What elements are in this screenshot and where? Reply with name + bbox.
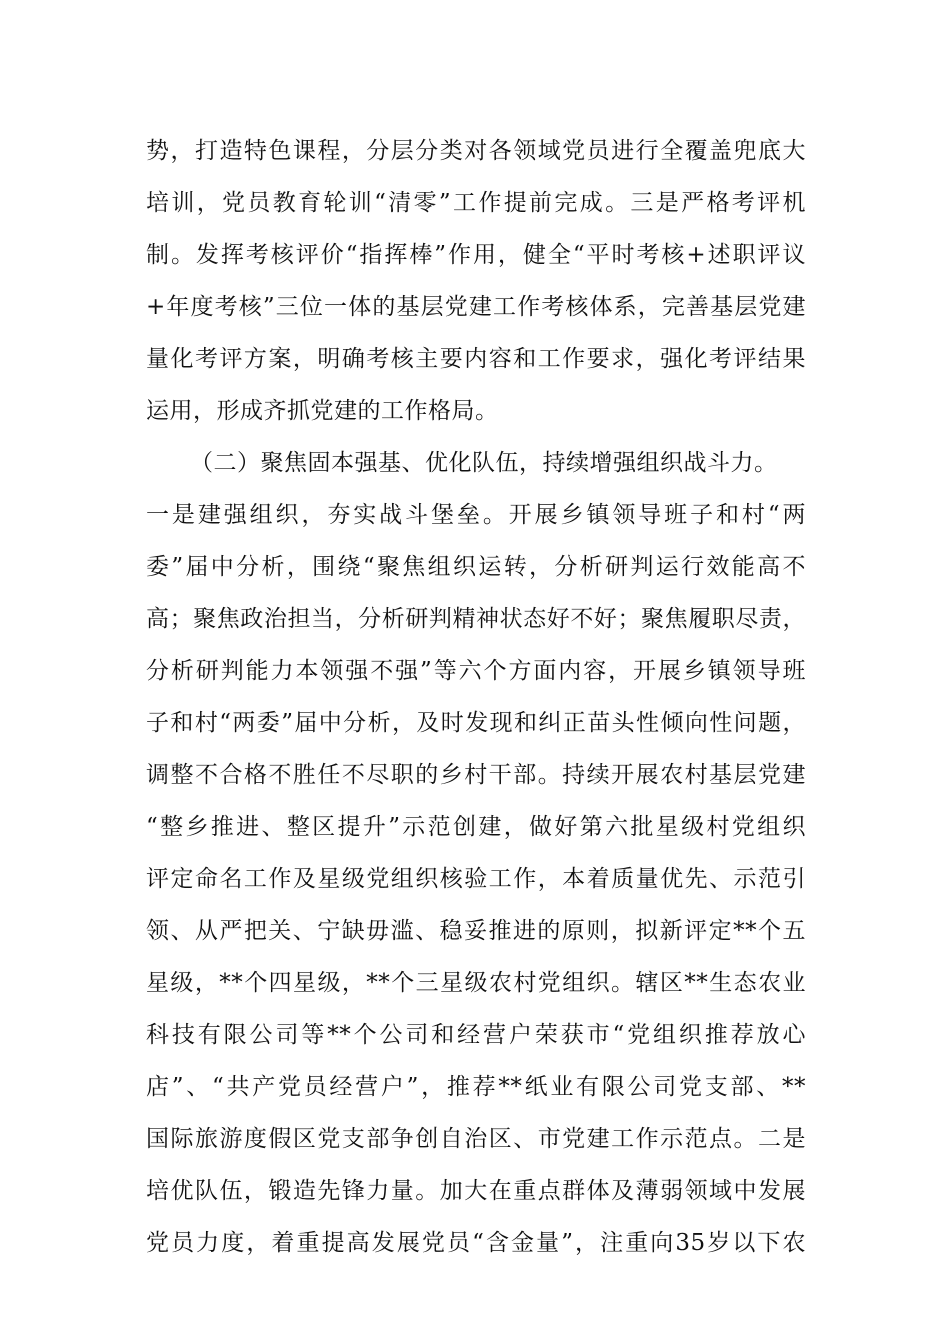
text-line: 国际旅游度假区党支部争创自治区、市党建工作示范点。二是 (146, 1126, 806, 1152)
text-line: 培训，党员教育轮训“清零”工作提前完成。三是严格考评机 (146, 190, 806, 216)
text-line: 分析研判能力本领强不强”等六个方面内容，开展乡镇领导班 (146, 658, 806, 684)
text-line: 星级，**个四星级，**个三星级农村党组织。辖区**生态农业 (146, 970, 806, 996)
text-line: 科技有限公司等**个公司和经营户荣获市“党组织推荐放心 (146, 1022, 806, 1048)
text-line: 店”、“共产党员经营户”，推荐**纸业有限公司党支部、** (146, 1074, 806, 1100)
text-line: 委”届中分析，围绕“聚焦组织运转，分析研判运行效能高不 (146, 554, 806, 580)
text-line: 子和村“两委”届中分析，及时发现和纠正苗头性倾向性问题， (146, 710, 806, 736)
text-line: 调整不合格不胜任不尽职的乡村干部。持续开展农村基层党建 (146, 762, 806, 788)
text-line: “整乡推进、整区提升”示范创建，做好第六批星级村党组织 (146, 814, 806, 840)
section-heading: （二）聚焦固本强基、优化队伍，持续增强组织战斗力。 (190, 450, 778, 476)
text-line: 制。发挥考核评价“指挥棒”作用，健全“平时考核+述职评议 (146, 242, 806, 268)
text-line: 量化考评方案，明确考核主要内容和工作要求，强化考评结果 (146, 346, 806, 372)
text-line: 高；聚焦政治担当，分析研判精神状态好不好；聚焦履职尽责， (146, 606, 806, 632)
text-line: 一是建强组织，夯实战斗堡垒。开展乡镇领导班子和村“两 (146, 502, 806, 528)
text-line: +年度考核”三位一体的基层党建工作考核体系，完善基层党建 (146, 294, 806, 320)
text-line: 运用，形成齐抓党建的工作格局。 (146, 398, 499, 424)
text-line: 领、从严把关、宁缺毋滥、稳妥推进的原则，拟新评定**个五 (146, 918, 806, 944)
text-line: 培优队伍，锻造先锋力量。加大在重点群体及薄弱领域中发展 (146, 1178, 806, 1204)
text-line: 评定命名工作及星级党组织核验工作，本着质量优先、示范引 (146, 866, 806, 892)
text-line: 势，打造特色课程，分层分类对各领域党员进行全覆盖兜底大 (146, 138, 806, 164)
text-line: 党员力度，着重提高发展党员“含金量”，注重向35岁以下农 (146, 1230, 806, 1256)
